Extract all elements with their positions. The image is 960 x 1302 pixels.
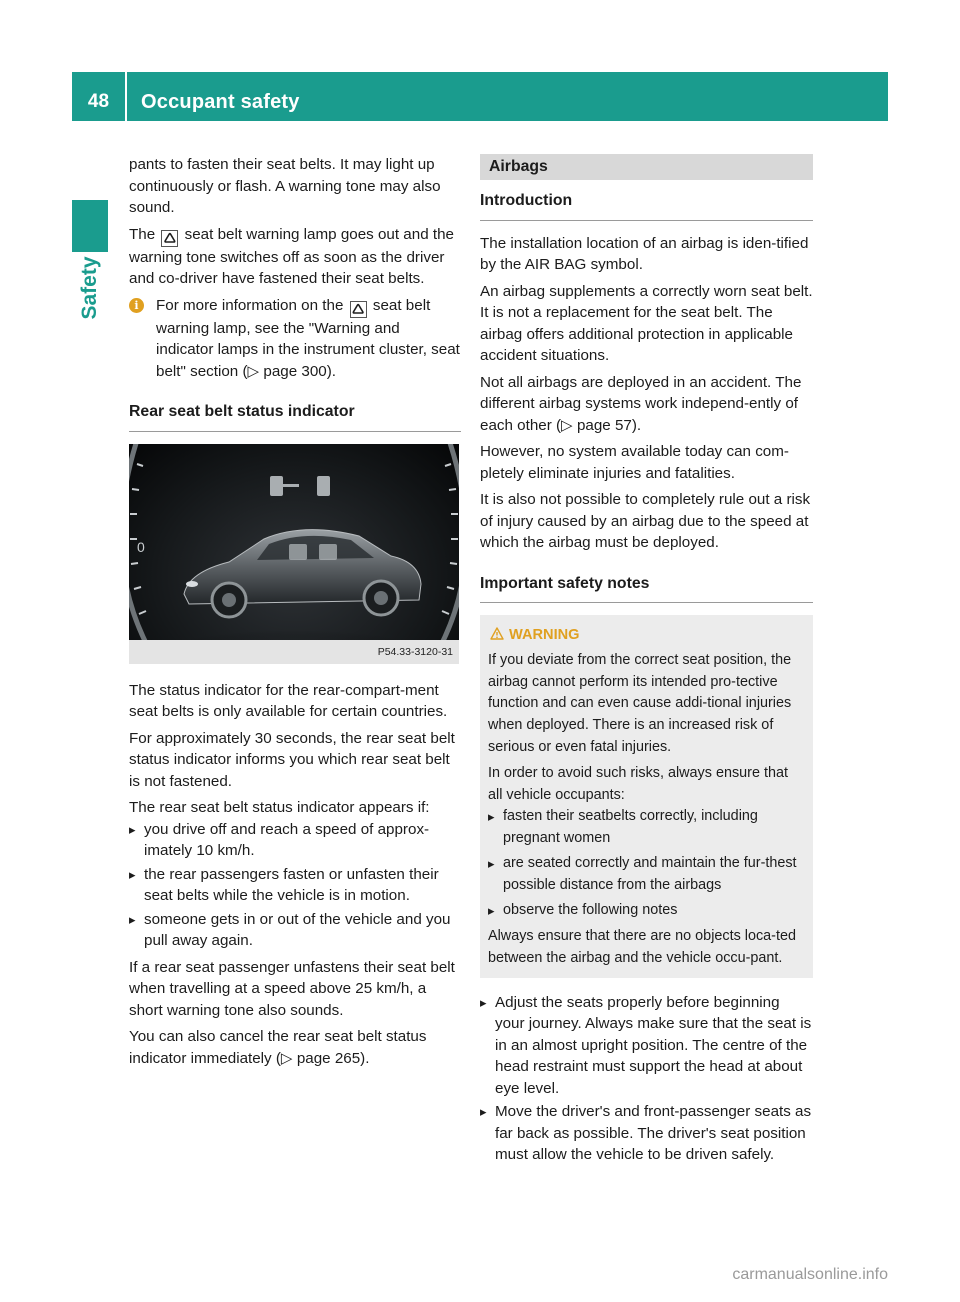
info-icon: i xyxy=(129,298,144,313)
svg-text:0: 0 xyxy=(137,538,145,555)
section-title-bar: Airbags xyxy=(480,154,813,180)
list-item: ▸ the rear passengers fasten or unfasten their seat belts while the vehicle is in motion. xyxy=(129,864,461,907)
paragraph: The 🛆 seat belt warning lamp goes out and the warning tone switches off as soon as the driver and co-driver have fastened their seat belts. xyxy=(129,225,454,287)
page-title: Occupant safety xyxy=(141,91,300,113)
bullet-list xyxy=(129,819,461,952)
paragraph: However, no system available today can com-pletely eliminate injuries and fatalities. xyxy=(480,443,789,482)
bullet-list xyxy=(488,806,805,921)
header-divider xyxy=(125,72,127,121)
list-item: ▸ you drive off and reach a speed of approx-imately 10 km/h. xyxy=(129,819,461,862)
list-item: ▸ fasten their seatbelts correctly, including pregnant women xyxy=(488,806,805,850)
paragraph: If you deviate from the correct seat position, the airbag cannot perform its intended pro-tective function and can even cause addi-tional injuries when deployed. There is an increased risk of serious or even fatal injuries. xyxy=(488,651,792,755)
paragraph: For approximately 30 seconds, the rear seat belt status indicator informs you which rear seat belt is not fastened. xyxy=(129,729,455,790)
left-column xyxy=(129,154,461,1074)
warning-label: WARNING xyxy=(509,627,580,643)
section-heading: Rear seat belt status indicator xyxy=(129,401,461,432)
list-item: ▸ Adjust the seats properly before beginning your journey. Always make sure that the seat is in an almost upright position. The centre of the head restraint must support the head at about eye level. xyxy=(480,992,813,1100)
bullet-list xyxy=(480,992,813,1166)
paragraph: The rear seat belt status indicator appears if: xyxy=(129,799,430,816)
paragraph: It is also not possible to completely rule out a risk of injury caused by an airbag due to the speed at which the airbag must be deployed. xyxy=(480,491,811,551)
warning-triangle-icon xyxy=(490,627,504,640)
paragraph: Always ensure that there are no objects loca-ted between the airbag and the vehicle occu-pant. xyxy=(488,928,796,967)
paragraph: If a rear seat passenger unfastens their seat belt when travelling at a speed above 25 km/h, a short warning tone also sounds. xyxy=(129,958,455,1019)
list-item: ▸ observe the following notes xyxy=(488,900,805,922)
list-item: ▸ someone gets in or out of the vehicle and you pull away again. xyxy=(129,909,461,952)
page-number: 48 xyxy=(87,91,110,112)
side-tab-label: Safety xyxy=(78,256,101,320)
paragraph: pants to fasten their seat belts. It may light up continuously or flash. A warning tone may also sound. xyxy=(129,156,441,216)
info-note: i For more information on the 🛆 seat belt warning lamp, see the "Warning and indicator lamps in the instrument cluster, seat belt" section (▷ page 300). xyxy=(129,295,461,383)
paragraph: In order to avoid such risks, always ensure that all vehicle occupants: xyxy=(488,764,788,803)
paragraph: Not all airbags are deployed in an accident. The different airbag systems work independ-ently of each other (▷ page 57). xyxy=(480,373,802,434)
figure-code: P54.33-3120-31 xyxy=(129,640,459,664)
list-item: ▸ Move the driver's and front-passenger seats as far back as possible. The driver's seat position must allow the vehicle to be driven safely. xyxy=(480,1101,813,1166)
right-column xyxy=(480,154,813,1171)
warning-header xyxy=(488,625,805,647)
seatbelt-icon: 🛆 xyxy=(161,230,178,247)
footer-watermark: carmanualsonline.info xyxy=(732,1266,888,1283)
paragraph: The status indicator for the rear-compart-ment seat belts is only available for certain countries. xyxy=(129,681,448,720)
section-heading: Introduction xyxy=(480,190,813,221)
side-tab-marker xyxy=(72,200,108,252)
paragraph: An airbag supplements a correctly worn seat belt. It is not a replacement for the seat belt. The airbag offers additional protection in applicable accident situations. xyxy=(480,282,813,364)
section-heading: Important safety notes xyxy=(480,573,813,604)
paragraph: You can also cancel the rear seat belt status indicator immediately (▷ page 265). xyxy=(129,1028,427,1067)
side-tab[interactable] xyxy=(72,256,108,320)
cluster-illustration xyxy=(129,444,459,664)
paragraph: The installation location of an airbag is iden-tified by the AIR BAG symbol. xyxy=(480,234,809,273)
instrument-cluster-image xyxy=(129,444,459,664)
seatbelt-icon: 🛆 xyxy=(350,301,367,318)
list-item: ▸ are seated correctly and maintain the fur-thest possible distance from the airbags xyxy=(488,853,805,897)
warning-box xyxy=(480,615,813,978)
